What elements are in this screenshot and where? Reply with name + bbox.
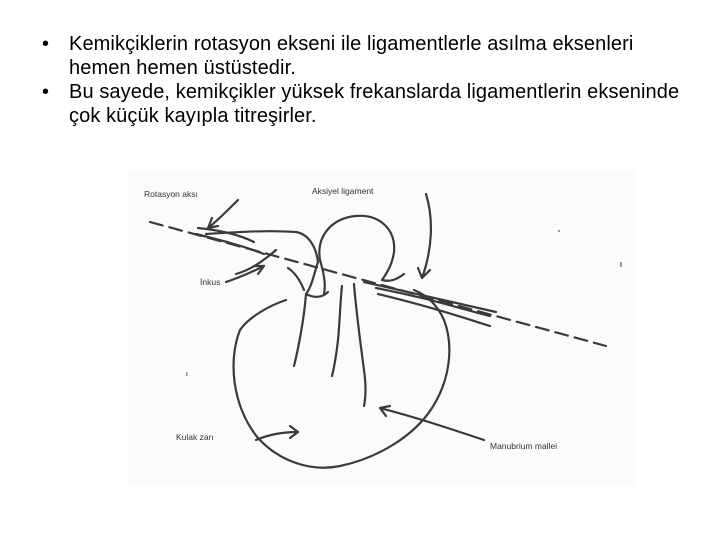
rotation-axis-arrow: [208, 200, 238, 228]
manubrium-arrow: [380, 406, 484, 440]
bullet-list: [40, 32, 690, 128]
bullet-text-2: Bu sayede, kemikçikler yüksek frekanslarda ligamentlerin ekseninde çok küçük kayıpla titreşirler.: [69, 81, 680, 127]
bullet-symbol: •: [42, 81, 50, 103]
axial-ligament-arrow: [418, 194, 431, 278]
eardrum-outline: [234, 290, 450, 468]
label-eardrum: Kulak zarı: [176, 432, 214, 442]
label-malleus-handle: Manubrium mallei: [490, 441, 558, 451]
bullet-item-2: [40, 80, 690, 128]
label-rotation-axis: Rotasyon aksı: [144, 189, 198, 199]
ossicle-diagram: [128, 170, 636, 486]
eardrum-inner-outline: [240, 300, 286, 330]
malleus-neck-outline: [320, 260, 325, 294]
axial-ligament-band: [364, 282, 496, 326]
label-axial-ligament: Aksiyel ligament: [312, 186, 374, 196]
manubrium-outline: [332, 284, 366, 406]
bullet-item-1: [40, 32, 690, 80]
label-incus: İnkus: [200, 277, 221, 287]
eardrum-arrow: [256, 426, 298, 440]
incus-long-process: [236, 250, 304, 290]
ossicle-drawing: [128, 170, 636, 486]
incus-arrow: [226, 266, 264, 282]
scan-speckles: [186, 230, 622, 376]
bullet-text-1: Kemikçiklerin rotasyon ekseni ile ligamentlerle asılma eksenleri hemen hemen üstüstedir.: [69, 33, 634, 79]
bullet-symbol: •: [42, 33, 50, 55]
incus-outline: [206, 231, 328, 366]
